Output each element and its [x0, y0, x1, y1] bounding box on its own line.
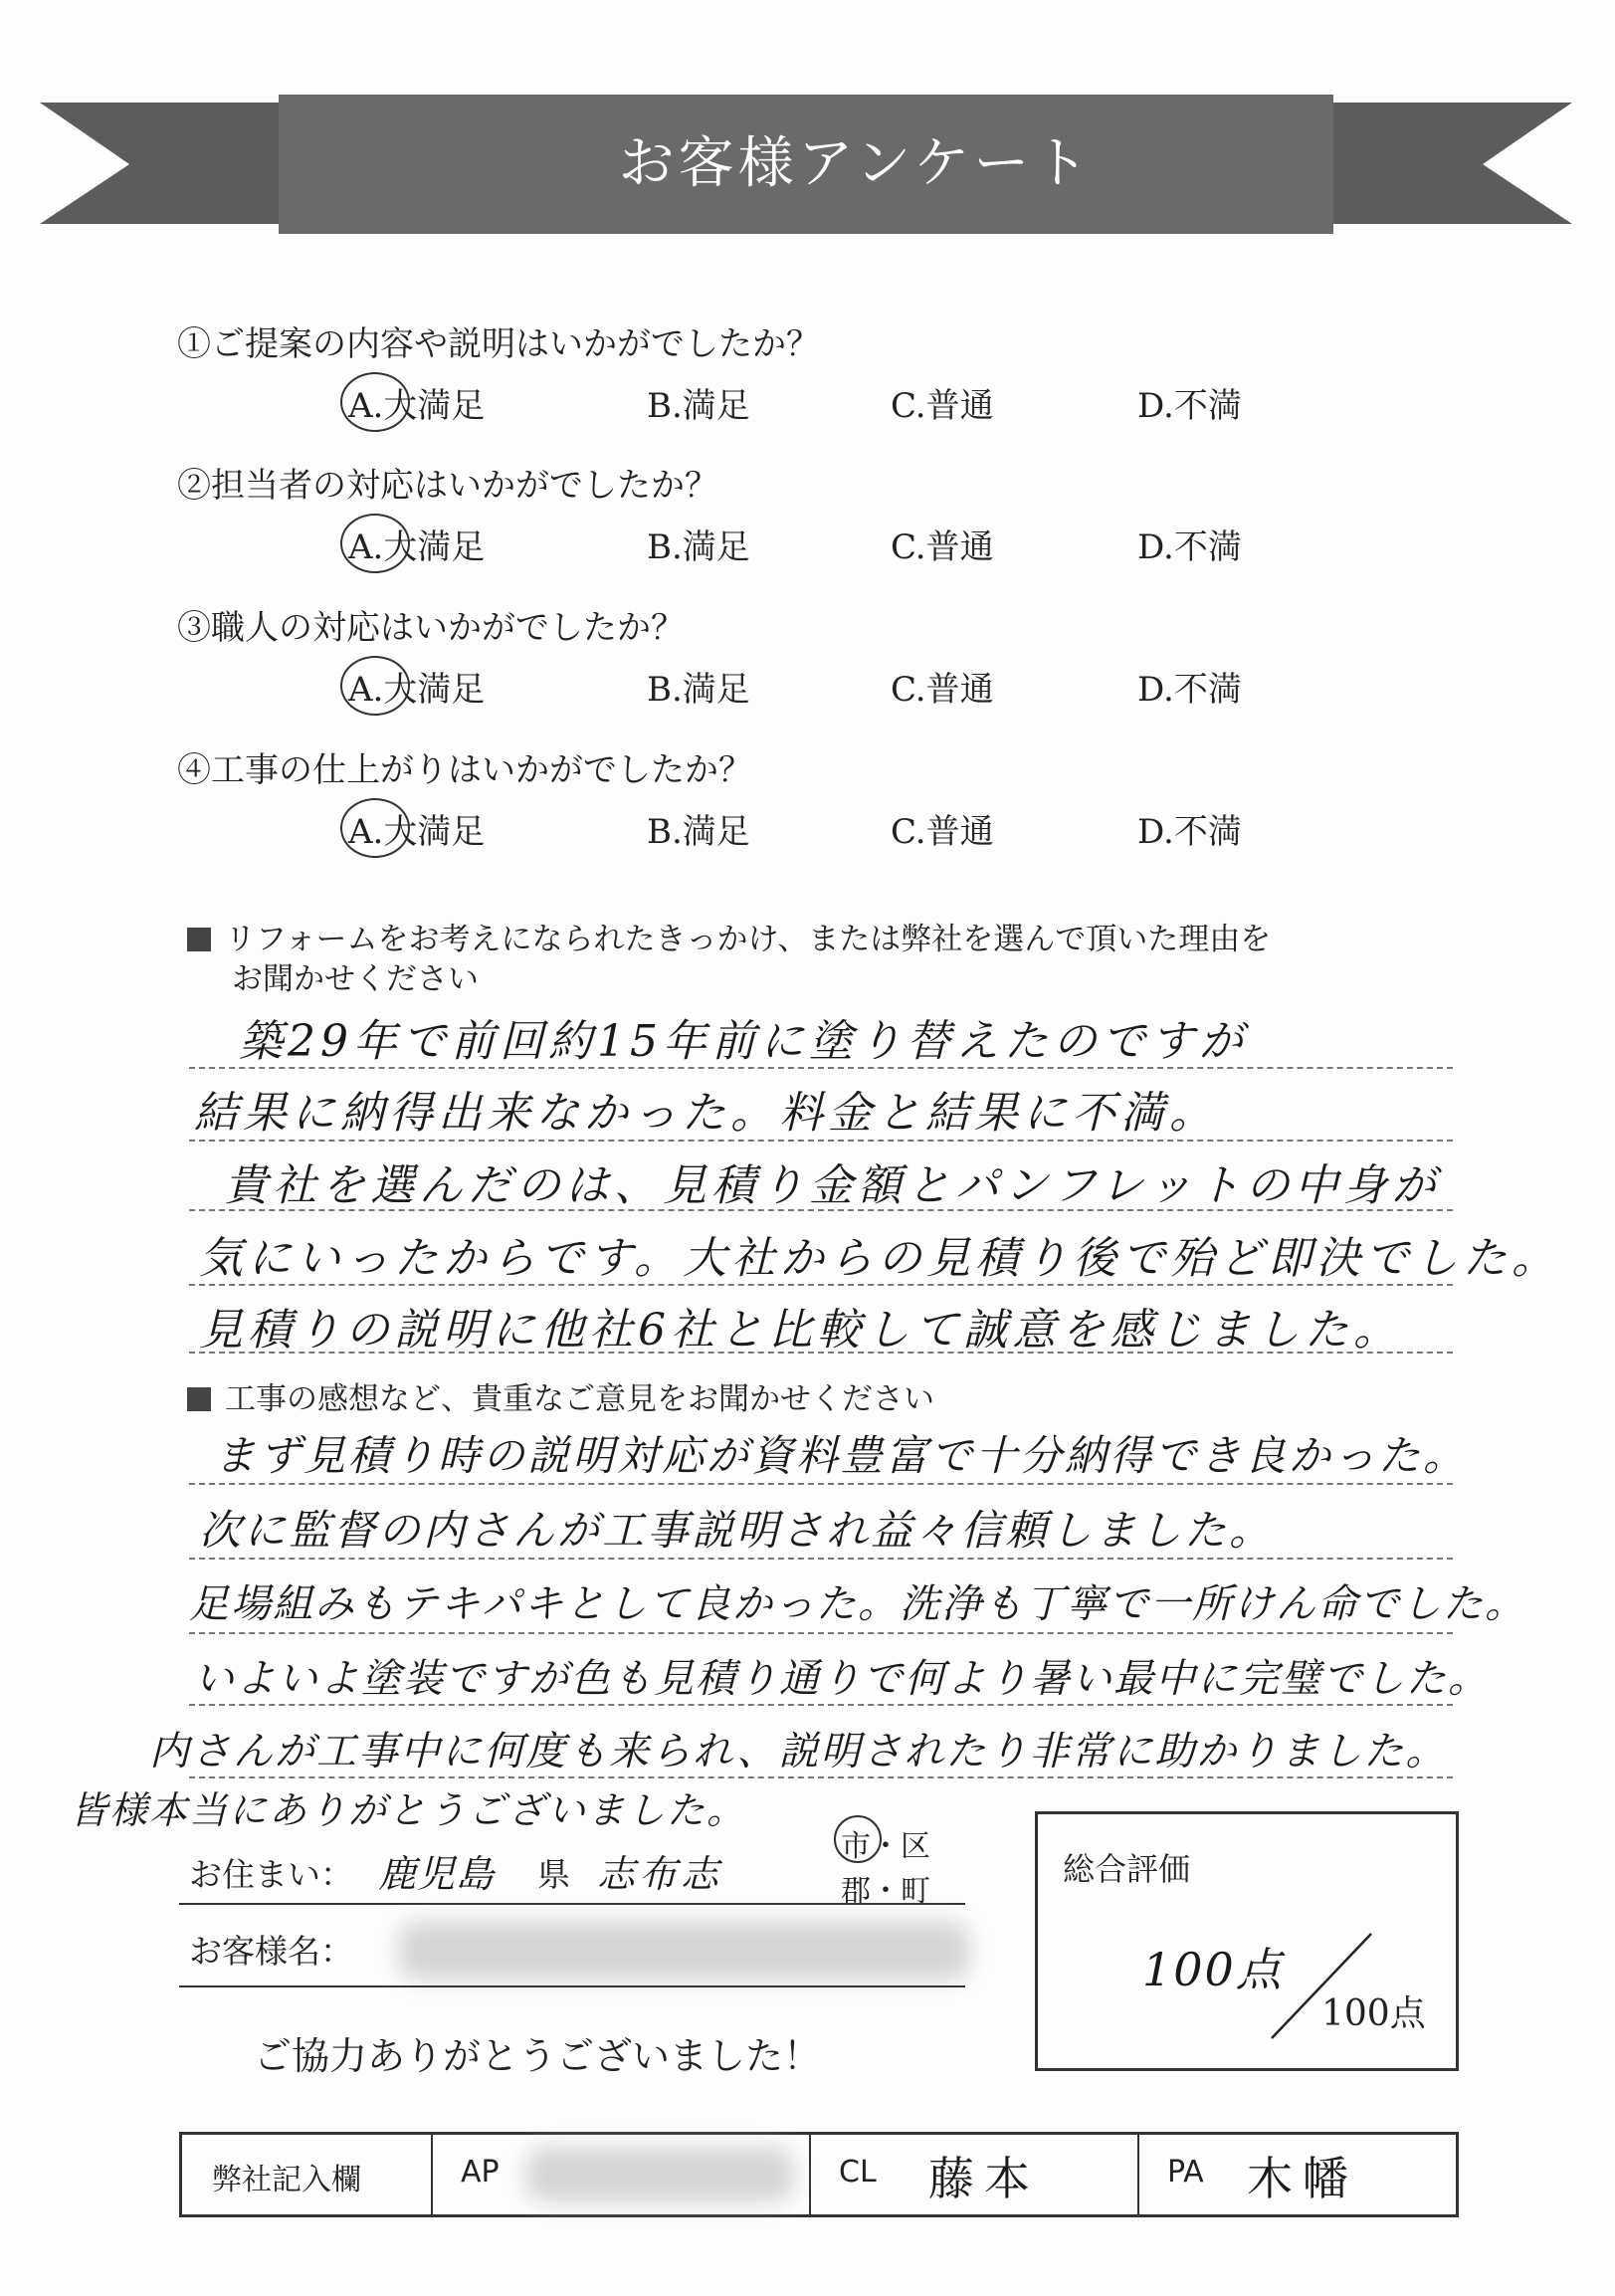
ruled-line	[189, 1632, 1453, 1634]
choice-b[interactable]: B.満足	[647, 386, 750, 426]
impression-heading: 工事の感想など、貴重なご意見をお聞かせください	[187, 1373, 934, 1418]
pa-label: PA	[1167, 2155, 1204, 2190]
reason-line-4: 気にいったからです。大社からの見積り後で殆ど即決でした。	[199, 1233, 1561, 1284]
address-city-suffix-bottom: 郡・町	[841, 1874, 930, 1909]
choice-d[interactable]: D.不満	[1137, 527, 1242, 567]
address-underline	[179, 1903, 965, 1905]
question-3: ③職人の対応はいかがでしたか？	[177, 608, 685, 648]
question-1: ①ご提案の内容や説明はいかがでしたか？	[177, 324, 820, 364]
reason-line-1: 築29年で前回約15年前に塗り替えたのですが	[239, 1016, 1248, 1067]
address-prefecture: 鹿児島	[378, 1852, 496, 1896]
impression-line-1: まず見積り時の説明対応が資料豊富で十分納得でき良かった。	[214, 1431, 1469, 1480]
cl-label: CL	[839, 2155, 877, 2190]
thanks-message: ご協力ありがとうございました！	[254, 2034, 822, 2078]
impression-line-5: 内さんが工事中に何度も来られ、説明されたり非常に助かりました。	[149, 1729, 1448, 1774]
impression-line-3: 足場組みもテキパキとして良かった。洗浄も丁寧で一所けん命でした。	[189, 1581, 1526, 1627]
question-4: ④工事の仕上がりはいかがでしたか？	[177, 750, 752, 790]
reason-line-5: 見積りの説明に他社6社と比較して誠意を感じました。	[199, 1305, 1402, 1356]
address-city: 志布志	[597, 1852, 723, 1896]
reason-heading: リフォームをお考えになられたきっかけ、または弊社を選んで頂いた理由を	[187, 914, 1271, 958]
choice-c[interactable]: C.普通	[891, 527, 994, 567]
choice-a[interactable]: A.大満足	[348, 670, 486, 710]
choice-d[interactable]: D.不満	[1137, 670, 1242, 710]
reason-heading-cont: お聞かせください	[232, 961, 479, 997]
impression-line-2: 次に監督の内さんが工事説明され益々信頼しました。	[199, 1506, 1275, 1555]
choice-a[interactable]: A.大満足	[348, 812, 486, 852]
customer-name-label: お客様名：	[189, 1932, 353, 1971]
address-label: お住まい：	[189, 1855, 353, 1894]
overall-evaluation-box	[1035, 1811, 1459, 2071]
city-circle-mark	[834, 1815, 882, 1863]
impression-line-4: いよいよ塗装ですが色も見積り通りで何より暑い最中に完璧でした。	[194, 1656, 1490, 1702]
address-city-suffix-top: 市・区	[841, 1829, 930, 1864]
choice-b[interactable]: B.満足	[647, 812, 750, 852]
address-prefecture-suffix: 県	[537, 1855, 570, 1894]
page-title: お客様アンケート	[618, 131, 1094, 196]
office-use-label: 弊社記入欄	[212, 2163, 361, 2197]
choice-a[interactable]: A.大満足	[348, 527, 486, 567]
choice-a[interactable]: A.大満足	[348, 386, 486, 426]
choice-d[interactable]: D.不満	[1137, 812, 1242, 852]
choice-b[interactable]: B.満足	[647, 527, 750, 567]
evaluation-score: 100点	[1142, 1943, 1284, 1996]
evaluation-max: 100点	[1321, 1993, 1426, 2034]
ruled-line	[189, 1776, 1453, 1778]
redacted-ap-value	[525, 2147, 794, 2202]
question-2: ②担当者の対応はいかがでしたか？	[177, 466, 718, 506]
customer-name-underline	[179, 1985, 965, 1987]
title-banner	[40, 95, 1572, 234]
pa-cell	[1137, 2135, 1450, 2214]
ruled-line	[189, 1558, 1453, 1560]
square-bullet-icon	[187, 928, 211, 951]
impression-line-6: 皆様本当にありがとうございました。	[70, 1788, 747, 1832]
reason-line-2: 結果に納得出来なかった。料金と結果に不満。	[194, 1088, 1218, 1139]
square-bullet-icon	[187, 1387, 211, 1411]
redacted-customer-name	[398, 1921, 970, 1981]
cl-cell	[809, 2135, 1139, 2214]
ap-label: AP	[461, 2155, 500, 2190]
choice-b[interactable]: B.満足	[647, 670, 750, 710]
ap-cell	[431, 2135, 811, 2214]
ruled-line	[189, 1704, 1453, 1706]
cl-value: 藤本	[928, 2152, 1040, 2205]
evaluation-label: 総合評価	[1063, 1850, 1191, 1888]
office-use-label-cell	[182, 2135, 433, 2214]
ruled-line	[189, 1483, 1453, 1485]
pa-value: 木幡	[1247, 2152, 1358, 2205]
office-use-table	[179, 2132, 1459, 2217]
choice-c[interactable]: C.普通	[891, 670, 994, 710]
choice-d[interactable]: D.不満	[1137, 386, 1242, 426]
choice-c[interactable]: C.普通	[891, 386, 994, 426]
reason-line-3: 貴社を選んだのは、見積り金額とパンフレットの中身が	[224, 1160, 1441, 1211]
choice-c[interactable]: C.普通	[891, 812, 994, 852]
